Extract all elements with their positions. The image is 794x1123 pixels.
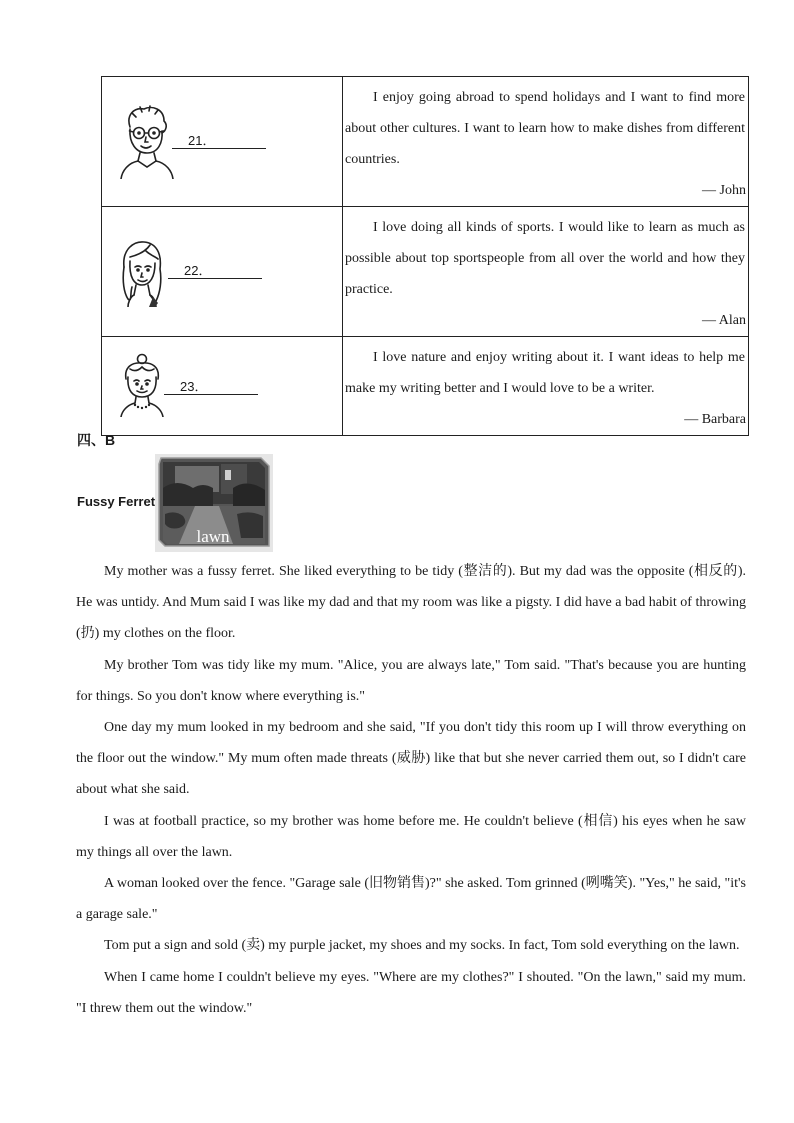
story-body (76, 556, 746, 1024)
answer-blank-22[interactable]: 22． (168, 264, 262, 279)
quote-cell (343, 207, 749, 337)
answer-blank-23[interactable]: 23． (164, 380, 258, 395)
story-paragraph: I was at football practice, so my brother was home before me. He couldn't believe (相信) his eyes when he saw my things all over the lawn. (76, 813, 746, 860)
story-paragraph: My brother Tom was tidy like my mum. "Alice, you are always late," Tom said. "That's because you are hunting for things. So you don't know where everything is." (76, 657, 746, 704)
story-paragraph: When I came home I couldn't believe my eyes. "Where are my clothes?" I shouted. "On the lawn," said my mum. "I threw them out the window." (76, 969, 746, 1016)
quote-signature: — John (702, 183, 746, 198)
table-row (102, 77, 749, 207)
quote-text: I enjoy going abroad to spend holidays and I want to find more about other cultures. I want to learn how to make dishes from different countries. (345, 90, 745, 167)
story-paragraph: One day my mum looked in my bedroom and she said, "If you don't tidy this room up I will throw everything on the floor out the window." My mum often made threats (威胁) like that but she never carried them out, so I didn't care about what she said. (76, 720, 746, 798)
portrait-cell (102, 77, 343, 207)
table-row (102, 337, 749, 436)
girl-long-hair-icon (116, 237, 166, 307)
story-title: Fussy Ferret (77, 494, 156, 509)
portrait-cell (102, 337, 343, 436)
woman-hair-bun-icon (116, 353, 168, 417)
section-heading: 四、B (77, 432, 116, 448)
quote-signature: — Barbara (684, 412, 746, 427)
lawn-picture (155, 454, 273, 552)
portrait-cell (102, 207, 343, 337)
quote-cell (343, 77, 749, 207)
story-paragraph: A woman looked over the fence. "Garage sale (旧物销售)?" she asked. Tom grinned (咧嘴笑). "Yes," he said, "it's a garage sale." (76, 876, 746, 923)
story-paragraph: My mother was a fussy ferret. She liked everything to be tidy (整洁的). But my dad was the opposite (相反的). He was untidy. And Mum said I was like my dad and that my room was like a pigsty. I did have a bad habit of throwing (扔) my clothes on the floor. (76, 564, 746, 642)
picture-caption: lawn (196, 527, 230, 546)
answer-blank-21[interactable]: 21． (172, 134, 266, 149)
matching-table (101, 76, 749, 436)
quote-signature: — Alan (702, 313, 746, 328)
table-row (102, 207, 749, 337)
quote-text: I love doing all kinds of sports. I would like to learn as much as possible about top sportspeople from all over the world and how they practice. (345, 220, 745, 297)
quote-cell (343, 337, 749, 436)
quote-text: I love nature and enjoy writing about it. I want ideas to help me make my writing better and I would love to be a writer. (345, 350, 745, 396)
boy-with-glasses-icon (116, 101, 176, 179)
story-paragraph: Tom put a sign and sold (卖) my purple jacket, my shoes and my socks. In fact, Tom sold everything on the lawn. (104, 938, 740, 954)
